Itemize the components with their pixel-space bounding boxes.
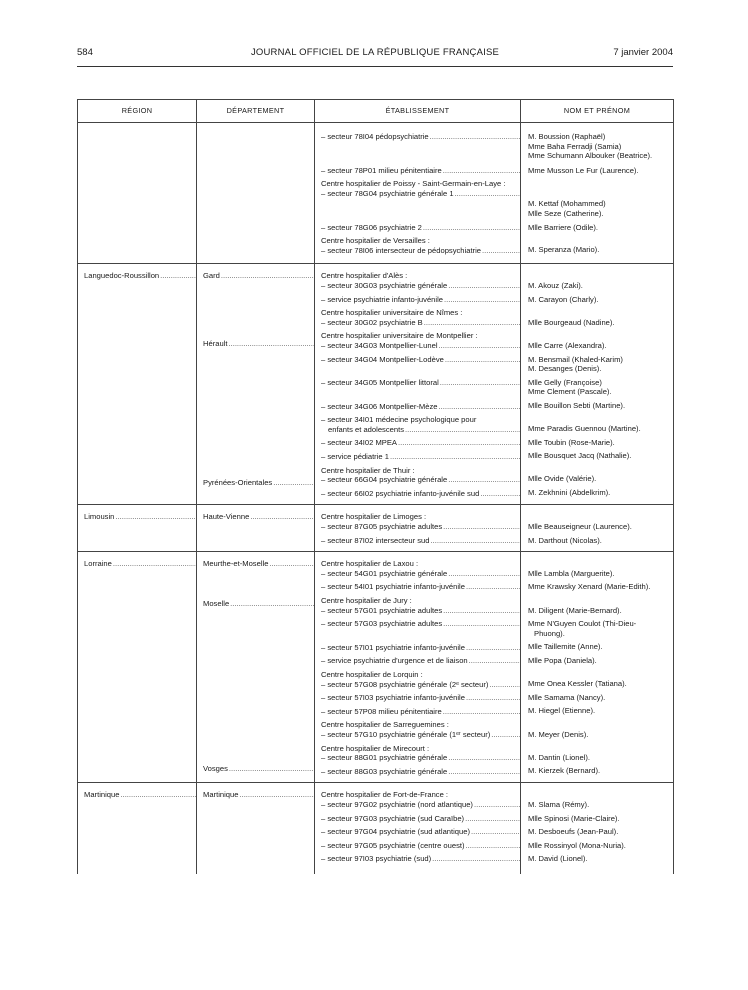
department-name: Martinique ..... (197, 783, 314, 800)
establishment-entry: – secteur 34G04 Montpellier-Lodève ..... (315, 355, 520, 365)
person-name: Mme Musson Le Fur (Laurence). (528, 165, 639, 175)
establishment-entry: – secteur 57G01 psychiatrie adultes ..... (315, 606, 520, 616)
person-name: Mlle Bourgeaud (Nadine). (528, 317, 615, 327)
establishment-entry: – secteur 57P08 milieu pénitentiaire ..... (315, 707, 520, 717)
hospital-heading: Centre hospitalier de Lorquin : (321, 669, 423, 679)
person-name: M. David (Lionel). (528, 854, 588, 864)
establishment-entry: – secteur 57G08 psychiatrie générale (2ᵉ secteur) ..... (315, 680, 520, 690)
person-name: Mme Krawsky Xenard (Marie-Edith). (528, 582, 651, 592)
establishment-entry: – secteur 78I06 intersecteur de pédopsychiatrie ..... (315, 246, 520, 256)
person-name: M. Desanges (Denis). (528, 364, 602, 374)
establishment-entry: – secteur 30G02 psychiatrie B ..... (315, 318, 520, 328)
person-name: Mlle Toubin (Rose-Marie). (528, 437, 615, 447)
person-name: Mlle Samama (Nancy). (528, 692, 606, 702)
department-name: Moselle ..... (197, 599, 314, 609)
establishment-entry: enfants et adolescents ..... (315, 425, 520, 435)
region-block-lorraine (78, 552, 674, 783)
establishment-entry: – secteur 57G10 psychiatrie générale (1ᵉʳ secteur) ..... (315, 730, 520, 740)
person-name: M. Desboeufs (Jean-Paul). (528, 827, 619, 837)
establishment-entry: – secteur 34G06 Montpellier-Mèze ..... (315, 402, 520, 412)
establishment-entry: – secteur 34I01 médecine psychologique pour (321, 415, 477, 425)
header-rule (77, 66, 673, 67)
person-name: M. Carayon (Charly). (528, 294, 599, 304)
establishment-entry: – secteur 57I03 psychiatrie infanto-juvénile ..... (315, 693, 520, 703)
person-name: Mlle Rossinyol (Mona-Nuria). (528, 840, 626, 850)
establishment-entry: – secteur 87I02 intersecteur sud ..... (315, 536, 520, 546)
person-name: M. Bensmail (Khaled-Karim) (528, 354, 623, 364)
establishment-entry: – secteur 87G05 psychiatrie adultes ..... (315, 522, 520, 532)
person-name: M. Meyer (Denis). (528, 729, 589, 739)
establishment-entry: – service psychiatrie infanto-juvénile ..... (315, 295, 520, 305)
establishment-entry: – secteur 78P01 milieu pénitentiaire ..... (315, 166, 520, 176)
establishment-entry: – secteur 34I02 MPEA ..... (315, 438, 520, 448)
person-name: Mme Paradis Guennou (Martine). (528, 424, 641, 434)
establishment-entry: – secteur 78I04 pédopsychiatrie ..... (315, 132, 520, 142)
table-row (78, 232, 674, 264)
issue-date: 7 janvier 2004 (613, 47, 673, 58)
person-name: M. Kierzek (Bernard). (528, 766, 601, 776)
establishment-entry: – secteur 34G03 Montpellier-Lunel ..... (315, 341, 520, 351)
establishment-entry: – secteur 57G03 psychiatrie adultes ..... (315, 619, 520, 629)
hospital-heading: Centre hospitalier de Jury : (321, 596, 412, 605)
hospital-heading: Centre hospitalier de Sarreguemines : (321, 720, 449, 730)
department-name: Hérault ..... (197, 339, 314, 349)
hospital-heading: Centre hospitalier de Fort-de-France : (321, 790, 449, 800)
person-name: Mlle Bousquet Jacq (Nathalie). (528, 451, 632, 461)
establishment-entry: – secteur 54I01 psychiatrie infanto-juvénile ..... (315, 582, 520, 592)
hospital-heading: Centre hospitalier de Mirecourt : (321, 743, 430, 753)
person-name: Mlle Carre (Alexandra). (528, 340, 607, 350)
table-row (78, 175, 674, 218)
table-header-row (78, 100, 674, 123)
hospital-heading: Centre hospitalier de Thuir : (321, 465, 415, 475)
region-name: Limousin ..... (78, 505, 196, 522)
establishment-entry: – service psychiatrie d'urgence et de liaison ..... (315, 656, 520, 666)
hospital-heading: Centre hospitalier de Limoges : (321, 512, 427, 522)
person-name: Mlle Taillemite (Anne). (528, 642, 603, 652)
table-row (78, 132, 674, 161)
hospital-heading: Centre hospitalier d'Alès : (321, 271, 408, 281)
person-name: Mlle Ovide (Valérie). (528, 474, 597, 484)
person-name: M. Kettaf (Mohammed) (528, 199, 606, 209)
person-name: Mlle Barriere (Odile). (528, 222, 599, 232)
establishment-entry: – secteur 57I01 psychiatrie infanto-juvénile ..... (315, 643, 520, 653)
person-name: Mme Schumann Albouker (Beatrice). (528, 151, 653, 161)
table-row (78, 161, 674, 176)
establishment-entry: – secteur 97G05 psychiatrie (centre ouest) ..... (315, 841, 520, 851)
department-name: Vosges ..... (197, 764, 314, 774)
spacer-row (78, 123, 674, 133)
person-name: Mlle Beauseigneur (Laurence). (528, 522, 632, 532)
region-name: Lorraine ..... (78, 552, 196, 569)
column-header-region: RÉGION (78, 100, 197, 123)
department-name: Pyrénées-Orientales ..... (197, 478, 314, 488)
establishment-entry: – secteur 78G04 psychiatrie générale 1 ..... (315, 189, 520, 199)
person-name: M. Darthout (Nicolas). (528, 535, 602, 545)
person-name: M. Dantin (Lionel). (528, 752, 591, 762)
establishment-entry: – secteur 97G04 psychiatrie (sud atlantique) ..... (315, 827, 520, 837)
establishment-entry: – secteur 66I02 psychiatrie infanto-juvénile sud ..... (315, 489, 520, 499)
region-name: Martinique ..... (78, 783, 196, 800)
establishment-entry: – secteur 97G02 psychiatrie (nord atlantique) ..... (315, 800, 520, 810)
person-name: M. Diligent (Marie-Bernard). (528, 605, 622, 615)
establishment-entry: – secteur 66G04 psychiatrie générale ..... (315, 475, 520, 485)
spacer-row (78, 864, 674, 874)
person-name: Mlle Gelly (Françoise) (528, 377, 602, 387)
person-name: Mlle Lambla (Marguerite). (528, 568, 615, 578)
person-name: Mlle Bouillon Sebti (Martine). (528, 400, 626, 410)
establishment-entry: – secteur 88G01 psychiatrie générale ..... (315, 753, 520, 763)
region-block-languedoc-roussillon (78, 264, 674, 505)
page-number: 584 (77, 47, 93, 58)
establishment-entry: – secteur 97G03 psychiatrie (sud Caraïbe) ..... (315, 814, 520, 824)
person-name: M. Boussion (Raphaël) (528, 132, 606, 141)
person-name: Phuong). (534, 628, 565, 638)
person-name: Mlle Seze (Catherine). (528, 208, 604, 218)
hospital-heading: Centre hospitalier universitaire de Nîmes : (321, 308, 463, 318)
person-name: Mme Onea Kessler (Tatiana). (528, 679, 627, 689)
region-block-martinique (78, 783, 674, 864)
region-name: Languedoc-Roussillon ..... (78, 264, 196, 281)
column-header-department: DÉPARTEMENT (197, 100, 315, 123)
establishment-entry: – service pédiatrie 1 ..... (315, 452, 520, 462)
journal-title: JOURNAL OFFICIEL DE LA RÉPUBLIQUE FRANÇAISE (250, 47, 500, 58)
establishment-entry: – secteur 34G05 Montpellier littoral ..... (315, 378, 520, 388)
person-name: Mme N'Guyen Coulot (Thi-Dieu- (528, 619, 637, 629)
hospital-heading: Centre hospitalier de Laxou : (321, 559, 419, 569)
person-name: Mme Clement (Pascale). (528, 387, 612, 397)
person-name: M. Hiegel (Etienne). (528, 706, 596, 716)
person-name: M. Speranza (Mario). (528, 245, 600, 255)
department-name: Gard ..... (197, 264, 314, 281)
hospital-heading: Centre hospitalier de Poissy - Saint-Germain-en-Laye : (321, 179, 506, 189)
establishment-entry: – secteur 97I03 psychiatrie (sud) ..... (315, 854, 520, 864)
page-header (77, 47, 673, 61)
appointments-table (77, 99, 674, 874)
region-block-limousin (78, 505, 674, 552)
column-header-establishment: ÉTABLISSEMENT (315, 100, 521, 123)
hospital-heading: Centre hospitalier de Versailles : (321, 236, 430, 246)
establishment-entry: – secteur 54G01 psychiatrie générale ..... (315, 569, 520, 579)
department-name: Haute-Vienne ..... (197, 505, 314, 522)
person-name: Mlle Spinosi (Marie-Claire). (528, 813, 620, 823)
person-name: Mme Baha Ferradji (Samia) (528, 141, 622, 151)
department-name: Meurthe-et-Moselle ..... (197, 552, 314, 569)
person-name: M. Slama (Rémy). (528, 799, 590, 809)
establishment-entry: – secteur 78G06 psychiatrie 2 ..... (315, 223, 520, 233)
person-name: Mlle Popa (Daniela). (528, 655, 597, 665)
hospital-heading: Centre hospitalier universitaire de Montpellier : (321, 331, 478, 341)
table-row (78, 219, 674, 233)
establishment-entry: – secteur 88G03 psychiatrie générale ..... (315, 767, 520, 777)
establishment-entry: – secteur 30G03 psychiatrie générale ..... (315, 281, 520, 291)
person-name: M. Akouz (Zaki). (528, 280, 583, 290)
column-header-name: NOM ET PRÉNOM (521, 100, 674, 123)
person-name: M. Zekhnini (Abdelkrim). (528, 488, 611, 498)
